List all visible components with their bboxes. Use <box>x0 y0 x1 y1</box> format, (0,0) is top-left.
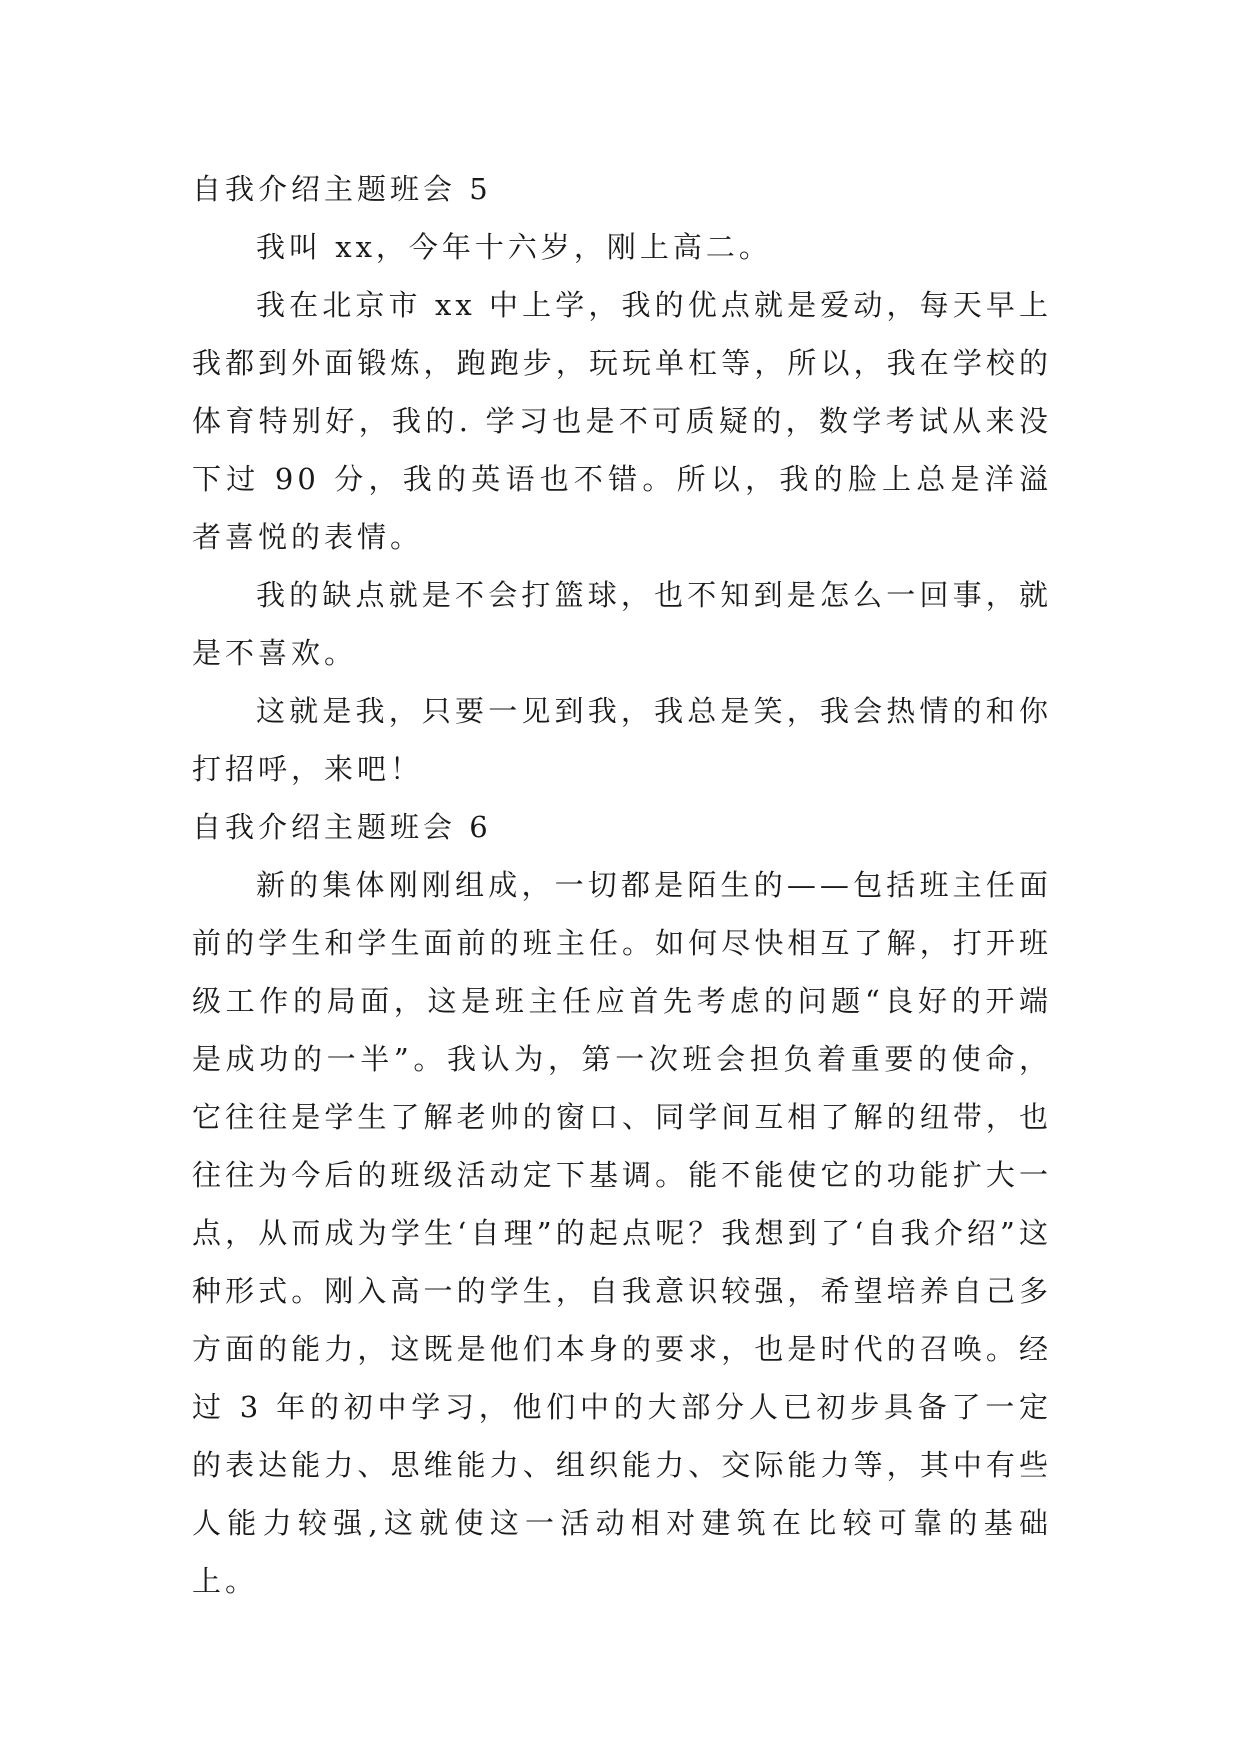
paragraph: 我叫 xx，今年十六岁，刚上高二。 <box>256 230 772 264</box>
paragraph: 新的集体刚刚组成，一切都是陌生的——包括班主任面前的学生和学生面前的班主任。如何尽快相互了解，打开班级工作的局面，这是班主任应首先考虑的问题“良好的开端是成功的一半”。我认为，第一次班会担负着重要的使命，它往往是学生了解老帅的窗口、同学间互相了解的纽带，也往往为今后的班级活动定下基调。能不能使它的功能扩大一点，从而成为学生‘自理”的起点呢？我想到了‘自我介绍”这种形式。刚入高一的学生，自我意识较强，希望培养自己多方面的能力，这既是他们本身的要求，也是时代的召唤。经过 3 年的初中学习，他们中的大部分人已初步具备了一定的表达能力、思维能力、组织能力、交际能力等，其中有些人能力较强,这就使这一活动相对建筑在比较可靠的基础上。 <box>192 868 1052 1598</box>
paragraph: 我的缺点就是不会打篮球，也不知到是怎么一回事，就是不喜欢。 <box>192 578 1052 670</box>
paragraph: 我在北京市 xx 中上学，我的优点就是爱动，每天早上我都到外面锻炼，跑跑步，玩玩单杠等，所以，我在学校的体育特别好，我的. 学习也是不可质疑的，数学考试从来没下过 90 分，我的英语也不错。所以，我的脸上总是洋溢者喜悦的表情。 <box>192 288 1052 554</box>
document-page <box>192 160 1052 1610</box>
section-heading: 自我介绍主题班会 5 <box>192 172 492 206</box>
section-heading: 自我介绍主题班会 6 <box>192 810 492 844</box>
paragraph: 这就是我，只要一见到我，我总是笑，我会热情的和你打招呼，来吧！ <box>192 694 1052 786</box>
